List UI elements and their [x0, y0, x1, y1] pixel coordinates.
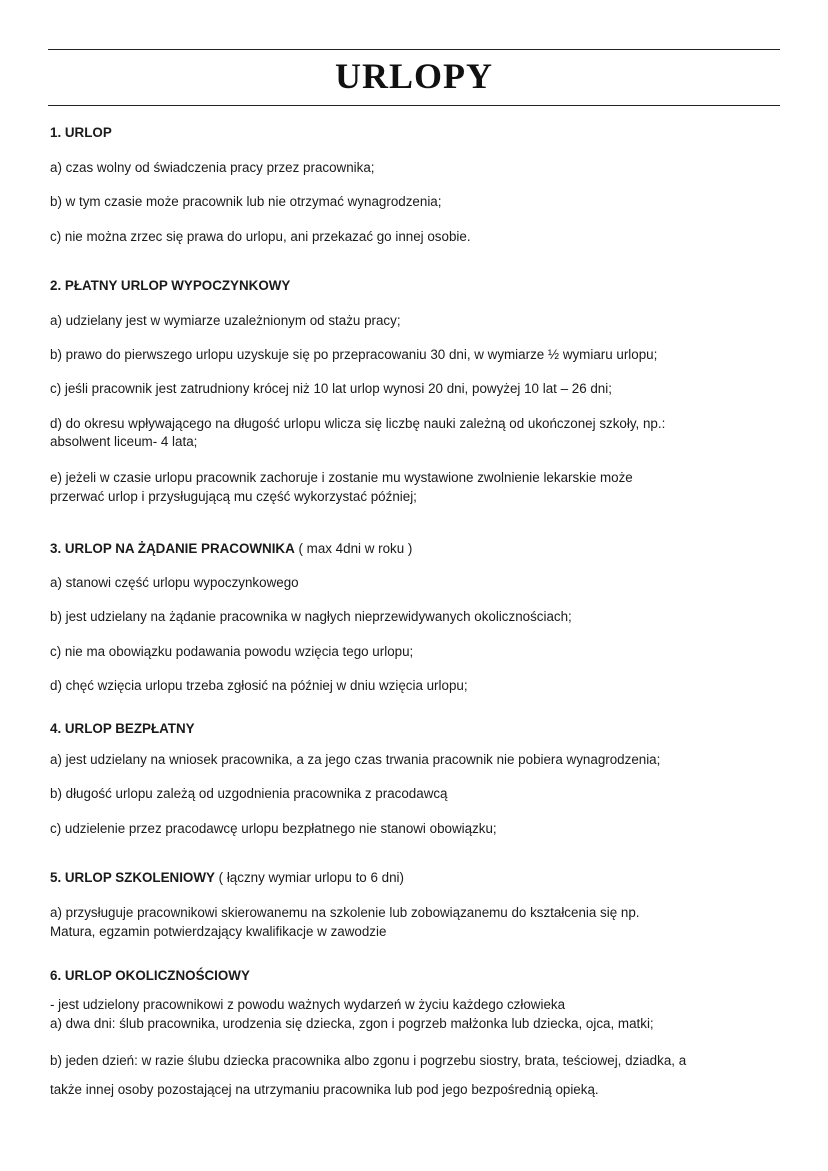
list-item: c) nie ma obowiązku podawania powodu wzięcia tego urlopu;	[50, 644, 414, 659]
list-item: b) w tym czasie może pracownik lub nie otrzymać wynagrodzenia;	[50, 194, 442, 209]
list-item: d) chęć wzięcia urlopu trzeba zgłosić na później w dniu wzięcia urlopu;	[50, 678, 468, 693]
section-heading-text: 3. URLOP NA ŻĄDANIE PRACOWNIKA	[50, 541, 295, 556]
list-item: a) stanowi część urlopu wypoczynkowego	[50, 575, 299, 590]
section-heading: 1. URLOP	[50, 125, 112, 140]
section-heading	[50, 869, 785, 887]
section-heading: 6. URLOP OKOLICZNOŚCIOWY	[50, 968, 250, 983]
list-item: c) nie można zrzec się prawa do urlopu, ani przekazać go innej osobie.	[50, 229, 471, 244]
list-item: d) do okresu wpływającego na długość urlopu wlicza się liczbę nauki zależną od ukończonej szkoły, np.:	[50, 416, 666, 431]
list-item-continuation: także innej osoby pozostającej na utrzymaniu pracownika lub pod jego bezpośrednią opieką.	[50, 1082, 599, 1097]
top-rule	[48, 49, 780, 50]
list-item-continuation: Matura, egzamin potwierdzający kwalifikacje w zawodzie	[50, 924, 387, 939]
list-item: c) udzielenie przez pracodawcę urlopu bezpłatnego nie stanowi obowiązku;	[50, 821, 497, 836]
section-heading-text: 5. URLOP SZKOLENIOWY	[50, 870, 215, 885]
section-note: ( łączny wymiar urlopu to 6 dni)	[214, 870, 404, 885]
title-underline	[48, 105, 780, 106]
list-item: a) dwa dni: ślub pracownika, urodzenia się dziecka, zgon i pogrzeb małżonka lub dziecka, ojca, matki;	[50, 1016, 654, 1031]
list-item: a) przysługuje pracownikowi skierowanemu na szkolenie lub zobowiązanemu do kształcenia się np.	[50, 905, 640, 920]
list-item-continuation: absolwent liceum- 4 lata;	[50, 434, 198, 449]
list-item: a) czas wolny od świadczenia pracy przez pracownika;	[50, 160, 375, 175]
list-item: c) jeśli pracownik jest zatrudniony krócej niż 10 lat urlop wynosi 20 dni, powyżej 10 lat – 26 dni;	[50, 381, 612, 396]
list-item: b) jest udzielany na żądanie pracownika w nagłych nieprzewidywanych okolicznościach;	[50, 609, 572, 624]
section-heading: 4. URLOP BEZPŁATNY	[50, 721, 195, 736]
list-item: - jest udzielony pracownikowi z powodu ważnych wydarzeń w życiu każdego człowieka	[50, 997, 566, 1012]
list-item: b) prawo do pierwszego urlopu uzyskuje się po przepracowaniu 30 dni, w wymiarze ½ wymiaru urlopu;	[50, 347, 658, 362]
list-item-continuation: przerwać urlop i przysługującą mu część wykorzystać później;	[50, 489, 417, 504]
list-item: e) jeżeli w czasie urlopu pracownik zachoruje i zostanie mu wystawione zwolnienie lekarskie może	[50, 470, 633, 485]
page-title: URLOPY	[335, 56, 493, 96]
list-item: b) jeden dzień: w razie ślubu dziecka pracownika albo zgonu i pogrzebu siostry, brata, teściowej, dziadka, a	[50, 1053, 687, 1068]
list-item: a) jest udzielany na wniosek pracownika, a za jego czas trwania pracownik nie pobiera wynagrodzenia;	[50, 752, 661, 767]
section-note: ( max 4dni w roku )	[294, 541, 413, 556]
section-heading	[50, 540, 785, 558]
list-item: a) udzielany jest w wymiarze uzależnionym od stażu pracy;	[50, 313, 401, 328]
list-item: b) długość urlopu zależą od uzgodnienia pracownika z pracodawcą	[50, 786, 448, 801]
section-heading: 2. PŁATNY URLOP WYPOCZYNKOWY	[50, 278, 291, 293]
